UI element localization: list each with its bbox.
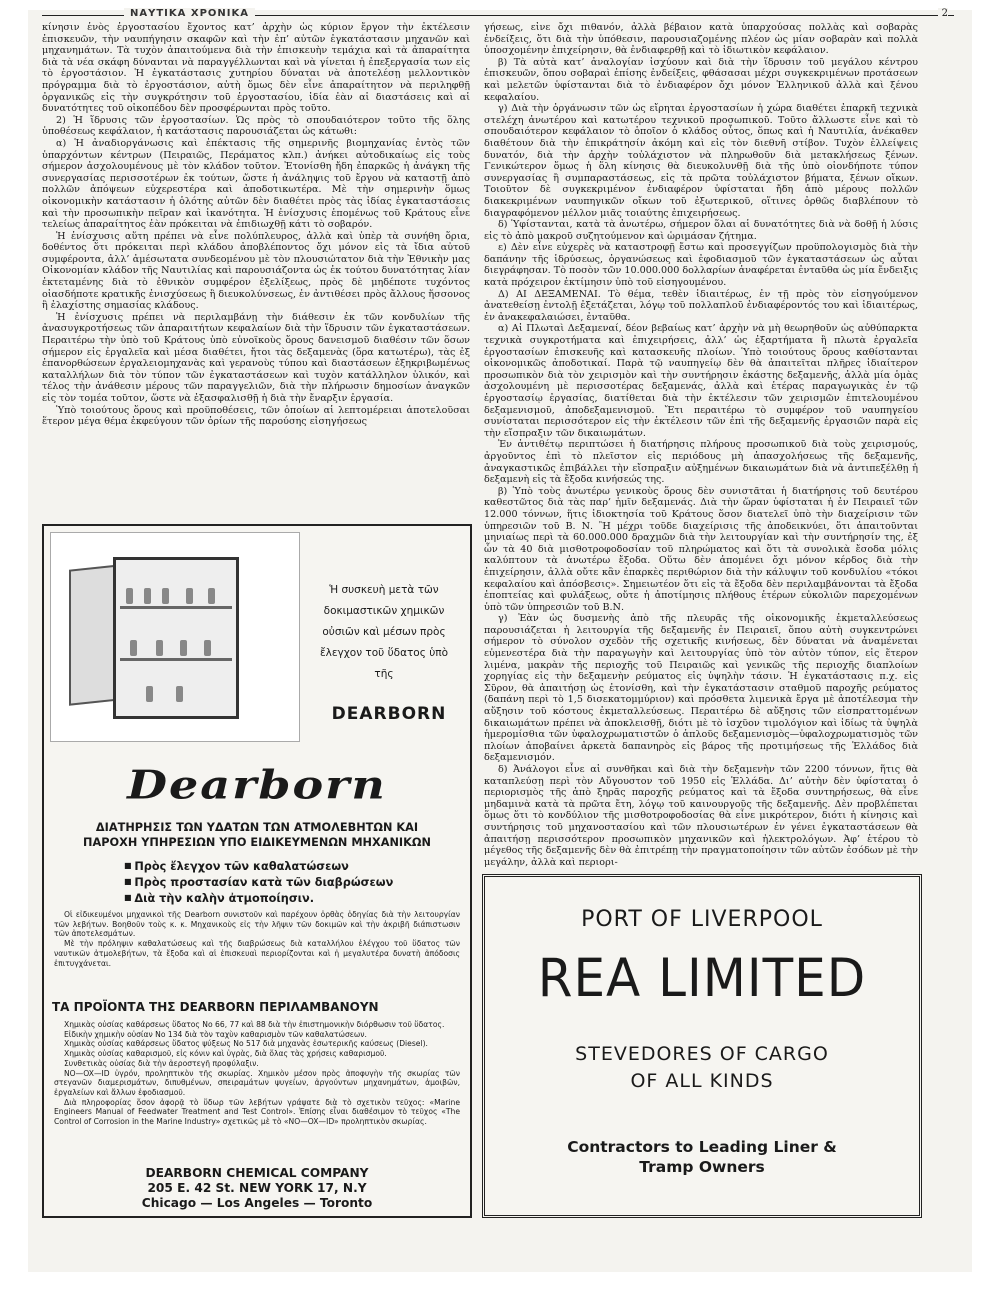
ad-paragraph: Μὲ τὴν πρόληψιν καθαλατώσεως καὶ τῆς διαβρώσεως διὰ καταλλήλου ἐλέγχου τοῦ ὕδατος τῶν ναυτικῶν ἀτμολεβήτων, τὰ ἔξοδα καὶ αἱ ἐπισκευαὶ περιορίζονται καὶ ἡ μεγαλυτέρα δυνατὴ ἀπόδοσις ἐπιτυγχάνεται. bbox=[54, 939, 460, 968]
contractors-line: Tramp Owners bbox=[639, 1158, 765, 1176]
dearborn-advertisement bbox=[42, 524, 472, 1218]
products-heading: ΤΑ ΠΡΟΪΟΝΤΑ ΤΗΣ DEARBORN ΠΕΡΙΛΑΜΒΑΝΟΥΝ bbox=[52, 1000, 379, 1014]
bullet-item: ■ Διὰ τὴν καλὴν ἀτμοποίησιν. bbox=[124, 890, 393, 906]
paragraph: Ἐν ἀντιθέτῳ περιπτώσει ἡ διατήρησις πλήρους προσωπικοῦ διὰ τοὺς χειρισμούς, ἀργοῦντος ἐπὶ τὸ πλεῖστον εἰς περιόδους μὴ ἀπασχολήσεως τῆς δεξαμενῆς, ἀναγκαστικῶς ἐπιβάλλει τὴν εἴσπραξιν αὐξημένων δικαιωμάτων διὰ νὰ ἀντιπεξέλθῃ ἡ δεξαμενὴ εἰς τὰ ἔξοδα κινήσεώς της. bbox=[484, 439, 918, 486]
company-cities: Chicago — Los Angeles — Toronto bbox=[141, 1196, 373, 1210]
contractors-lines bbox=[485, 1137, 919, 1177]
magazine-title: ΝΑΥΤΙΚΑ ΧΡΟΝΙΚΑ bbox=[124, 8, 255, 19]
rea-limited-advertisement bbox=[482, 874, 922, 1218]
bottle bbox=[144, 588, 151, 604]
page-number: 2 bbox=[938, 8, 948, 19]
paragraph: γήσεως, εἶνε ὄχι πιθανόν, ἀλλὰ βέβαιον κατὰ ὑπαρχούσας πολλὰς καὶ σοβαρὰς ἐνδείξεις, ὅτι διὰ τὴν ὑπόθεσιν, παρουσιαζομένης πλέον ὡς μίαν σοβαρὰν καὶ πολλὰ ὑποσχομένην ἐπιχείρησιν, θὰ ἐνδιαφερθῇ καὶ τὸ ἰδιωτικὸν κεφάλαιον. bbox=[484, 22, 918, 57]
company-address: 205 E. 42 St. NEW YORK 17, N.Y bbox=[147, 1181, 367, 1195]
bottle bbox=[130, 640, 137, 656]
paragraph: δ) Ἀνάλογοι εἶνε αἱ συνθῆκαι καὶ διὰ τὴν δεξαμενὴν τῶν 2200 τόννων, ἥτις θὰ καταπλεύσῃ περὶ τὸν Αὔγουστον τοῦ 1950 εἰς Ἑλλάδα. Δι’ αὐτὴν δὲν ὑφίσταται ὁ περιορισμὸς τῆς ἀπὸ ξηρᾶς παροχῆς ρεύματος καὶ τὰ ἔξοδα συντηρήσεως, θὰ εἶνε μηδαμινὰ κατὰ τὰ πρῶτα ἔτη, λόγῳ τοῦ καινουργοῦς τῆς δεξαμενῆς. Δὲν προβλέπεται ὅμως ὅτι τὸ κονδύλιον τῆς μισθοτροφοδοσίας θὰ εἶνε μικρότερον, διότι ἡ κίνησις καὶ συντήρησις τοῦ μηχανοστασίου καὶ τῶν πλουσιωτέρων ἐν γένει ἐγκαταστάσεων θὰ ἀπαιτήσῃ περισσότερον προσωπικὸν μηχανικῶν καὶ ἠλεκτρολόγων. Ἀφ’ ἑτέρου τὸ μέγεθος τῆς δεξαμενῆς δὲν θὰ ἐπιτρέπῃ τὴν πραγματοποίησιν τῶν αὐτῶν ἐσόδων μὲ τὴν μεγάλην, ἀλλὰ καὶ περιορι- bbox=[484, 764, 918, 867]
paragraph: 2) Ἡ ἵδρυσις τῶν ἐργοστασίων. Ὡς πρὸς τὸ σπουδαιότερον τοῦτο τῆς ὅλης ὑποθέσεως κεφάλαιον, ἡ κατάστασις παρουσιάζεται ὡς κάτωθι: bbox=[42, 114, 470, 138]
company-block bbox=[44, 1166, 470, 1211]
ad-description bbox=[54, 910, 460, 968]
ad-paragraph: Οἱ εἰδικευμένοι μηχανικοὶ τῆς Dearborn συνιστοῦν καὶ παρέχουν ὀρθὰς ὁδηγίας διὰ τὴν λειτουργίαν τῶν λεβήτων. Βοηθοῦν τοὺς κ. κ. Μηχανικοὺς εἰς τὴν λῆψιν τῶν δοκιμῶν καὶ τὴν ἀκριβῆ διάπιστωσιν τῶν ἀποτελεσμάτων. bbox=[54, 910, 460, 939]
dearborn-logo: Dearborn bbox=[127, 762, 387, 808]
product-item: NO—OX—ID ὑγρόν, προληπτικὸν τῆς σκωρίας. Χημικὸν μέσον πρὸς ἀποφυγὴν τῆς σκωρίας τῶν στεγανῶν διαμερισμάτων, διπυθμένων, σπειραμάτων ψυγείων, ἀργούντων μηχανημάτων, ἀμοιβῶν, ἐργαλείων καὶ ἄλλων ἐφοδιασμοῦ. bbox=[54, 1068, 460, 1097]
section-heading-paragraph: Δ) ΑΙ ΔΕΞΑΜΕΝΑΙ. Τὸ θέμα, τεθὲν ἰδιαιτέρως, ἐν τῇ πρὸς τὸν εἰσηγούμενον ἀνατεθείσῃ ἐντολῇ ἐξετάζεται, λόγῳ τοῦ πολλαπλοῦ ἐνδιαφέροντός του καὶ ἰδιαιτέρως, ἐν ἀνακεφαλαιώσει, ἐνταῦθα. bbox=[484, 288, 918, 323]
shelf bbox=[120, 606, 232, 609]
brand-small: DEARBORN bbox=[331, 704, 447, 724]
left-article-column bbox=[42, 22, 470, 518]
contractors-line: Contractors to Leading Liner & bbox=[567, 1138, 837, 1156]
paragraph: Ὑπὸ τοιούτους ὅρους καὶ προϋποθέσεις, τῶν ὁποίων αἱ λεπτομέρειαι ἀποτελοῦσαι ἕτερον μέγα θέμα ἐκφεύγουν τῶν ὁρίων τῆς παρούσης εἰσηγήσεως bbox=[42, 404, 470, 428]
product-item: Εἰδικὴν χημικὴν οὐσίαν No 134 διὰ τὸν ταχὺν καθαρισμὸν τῶν καθαλατώσεων. bbox=[64, 1029, 367, 1039]
bottle bbox=[180, 640, 187, 656]
paragraph: ε) Δὲν εἶνε εὐχερὲς νὰ καταστροφῇ ἔστω καὶ προσεγγίζων προϋπολογισμὸς διὰ τὴν δαπάνην τῆς ἱδρύσεως, ὀργανώσεως καὶ ἐφοδιασμοῦ τῶν ἐγκαταστάσεων ὡς αὗται διεγράφησαν. Τὸ ποσὸν τῶν 10.000.000 δολλαρίων ἀναφέρεται ἐνταῦθα ὡς μία ἔνδειξις κατὰ πρόχειρον ἐκτίμησιν ὑπὸ τοῦ εἰσηγουμένου. bbox=[484, 242, 918, 289]
services-lines bbox=[485, 1041, 919, 1095]
bottle bbox=[186, 588, 193, 604]
ad-headline bbox=[52, 820, 462, 850]
company-name: DEARBORN CHEMICAL COMPANY bbox=[145, 1166, 369, 1180]
paragraph: β) Ὑπὸ τοὺς ἀνωτέρω γενικοὺς ὅρους δὲν συνιστᾶται ἡ διατήρησις τοῦ δευτέρου καθεστῶτος διὰ τὰς παρ’ ἡμῖν δεξαμενάς. Διὰ τὴν ὥραν ὑφίσταται ἡ ἐν Πειραιεῖ τῶν 12.000 τόννων, ἥτις ἰδιοκτησία τοῦ Κράτους ὅσον διατελεῖ ὑπὸ τὴν διαχείρισιν τῶν ὑπηρεσιῶν τοῦ Β. Ν. Ἢ μέχρι τοῦδε διαχείρισις τῆς ἀποδεικνύει, ὅτι ἀπαιτοῦνται μηνιαίως περὶ τὰ 60.000.000 δραχμῶν διὰ τὴν λειτουργίαν καὶ τὴν συντήρησίν της, ἐξ ὧν τὰ 40 διὰ μισθοτροφοδοσίαν τοῦ πληρώματος καὶ ὅτι τὰ συνολικὰ ἔσοδα μόλις καλύπτουν τὰ ἀνωτέρω ἔξοδα. Οὕτω δὲν ἀπομένει ὄχι μόνον κέρδος διὰ τὴν ἐπιχείρησιν, ἀλλὰ οὔτε κἂν ἐπαρκὲς περιθώριον διὰ τὴν κάλυψιν τοῦ κονδυλίου «τόκοι κεφαλαίου καὶ ἀπόσβεσις». Σημειωτέον ὅτι εἰς τὰ ἔξοδα δὲν περιλαμβάνονται τὰ ἔξοδα ἐποπτείας καὶ φυλάξεως, οὔτε ἡ ἀποτίμησις πλήθους ἑτέρων εὐκολιῶν παρεχομένων ὑπὸ τῶν ὑπηρεσιῶν τοῦ Β.Ν. bbox=[484, 485, 918, 613]
headline-line: ΠΑΡΟΧΗ ΥΠΗΡΕΣΙΩΝ ΥΠΟ ΕΙΔΙΚΕΥΜΕΝΩΝ ΜΗΧΑΝΙΚΩΝ bbox=[83, 836, 431, 849]
bottle bbox=[126, 588, 133, 604]
shelf bbox=[120, 658, 232, 661]
bullet-list bbox=[124, 858, 393, 906]
paragraph: δ) Ὑφίστανται, κατὰ τὰ ἀνωτέρω, σήμερον ὅλαι αἱ δυνατότητες διὰ νὰ δοθῇ ἡ λύσις εἰς τὸ ἀπὸ μακροῦ συζητούμενον καὶ ὡριμάσαν ζήτημα. bbox=[484, 219, 918, 242]
right-article-column bbox=[484, 22, 918, 867]
services-line: OF ALL KINDS bbox=[630, 1070, 774, 1092]
paragraph: α) Αἱ Πλωταὶ Δεξαμεναί, δέον βεβαίως κατ’ ἀρχὴν νὰ μὴ θεωρηθοῦν ὡς αὐθύπαρκτα τεχνικὰ συγκροτήματα καὶ ἐπιχειρήσεις, ἀλλ’ ὡς ἐξαρτήματα ἢ πλωτὰ ἐργαλεῖα ἐργοστασίων ἐπισκευῆς καὶ κατασκευῆς πλοίων. Ὑπὸ τοιούτους ὅρους καθίστανται οἰκονομικῶς ἀποδοτικαί. Παρὰ τῷ ναυπηγείῳ δὲν θὰ ἀπαιτεῖται πλῆρες ἰδιαίτερον προσωπικὸν διὰ τὸν χειρισμὸν καὶ τὴν συντήρησιν ἑκάστης δεξαμενῆς, ἀλλὰ μία ὁμὰς ἀσχολουμένη μὲ περισσοτέρας δεξαμενάς, ἀλλὰ καὶ ἑτέρας παραγωγικὰς ἐν τῷ ἐργοστασίῳ ἐργασίας, διατίθεται διὰ τὴν ἐκτέλεσιν τῶν χειρισμῶν ἐπιτελουμένου δεξαμενισμοῦ, ἀποδεξαμενισμοῦ. Ἔτι περαιτέρω τὸ συμφέρον τοῦ ναυπηγείου συνίσταται περισσότερον εἰς τὴν ἐκτέλεσιν τῶν ἐπὶ τῆς δεξαμενῆς ἐργασιῶν παρὰ εἰς τὴν εἴσπραξιν τῶν δικαιωμάτων. bbox=[484, 323, 918, 439]
port-line: PORT OF LIVERPOOL bbox=[581, 907, 823, 932]
paragraph: Ἡ ἐνίσχυσις αὕτη πρέπει νὰ εἶνε πολύπλευρος, ἀλλὰ καὶ ὑπὲρ τὰ συνήθη ὅρια, δοθέντος ὅτι πρόκειται περὶ κλάδου ἀποβλέποντος ὄχι μόνον εἰς τὰ ἴδια αὐτοῦ συμφέροντα, ἀλλ’ ἀμέσωτατα συνδεομένου μὲ τὸν πλουσιώτατον διὰ τὴν Ἐθνικὴν μας Οἰκονομίαν κλάδον τῆς Ναυτιλίας καὶ παρουσιάζοντα ὡς ἐκ τούτου δυνατότητας λίαν ἐκτεταμένης διὰ τὸ ἐθνικὸν συμφέρον ἐξελίξεως, πρὸς δὲ μηδέποτε τυχόντος οἱασδήποτε κρατικῆς ἐνισχύσεως ἢ διευκολύνσεως, ἐν ἀντιθέσει πρὸς ἄλλους ἥσσονος ἢ ἐλαχίστης σημασίας κλάδους. bbox=[42, 230, 470, 312]
services-line: STEVEDORES OF CARGO bbox=[575, 1043, 829, 1065]
paragraph: κίνησιν ἑνὸς ἐργοστασίου ἔχοντος κατ’ ἀρχὴν ὡς κύριον ἔργον τὴν ἐκτέλεσιν ἐπισκευῶν, τὴν ναυπήγησιν σκαφῶν καὶ τὴν ἐπ’ αὐτῶν ἐγκατάστασιν μηχανῶν καὶ μηχανημάτων. Τὰ τυχὸν ἀπαιτούμενα διὰ τὴν ἐπισκευὴν τεμάχια καὶ τὰ ἀπαραίτητα διὰ τὰ νέα σκάφη δύνανται νὰ παραγγέλλωνται καὶ νὰ γίνεται ἡ ἐπεξεργασία των εἰς τὸ ἐργοστάσιον. Ἡ ἐγκατάστασις χυτηρίου δύναται νὰ ἀποτελέσῃ μελλοντικὸν πρόγραμμα διὰ τὸ ἐργοστάσιον, αὐτὴ ὅμως δὲν εἶνε ἀπαραίτητον νὰ περιληφθῇ ὀργανικῶς εἰς τὴν συγκρότησιν τοῦ ἐργοστασίου, ἰδία ἐὰν αἱ διαστάσεις καὶ αἱ δυνατότητες τοῦ οἰκοπέδου δὲν προσφέρωνται πρὸς τοῦτο. bbox=[42, 22, 470, 115]
product-item: Χημικὰς οὐσίας καθαρισμοῦ, εἰς κόνιν καὶ ὑγρὰς, διὰ ὅλας τὰς χρήσεις καθαρισμοῦ. bbox=[64, 1049, 387, 1059]
product-item: Διὰ πληροφορίας ὅσον ἀφορᾷ τὸ ὕδωρ τῶν λεβήτων γράψατε διὰ τὸ σχετικὸν τεῦχος: «Marine Engineers Manual of Feedwater Treatment and Test Control». Ἐπίσης εἶναι διαθέσιμον τὸ τεῦχος «The Control of Corrosion in the Marine Industry» σχετικῶς μὲ τὸ «NO—OX—ID» προληπτικὸν σκωρίας. bbox=[54, 1097, 460, 1127]
bottle bbox=[156, 640, 163, 656]
product-item: Συνθετικὰς οὐσίας διὰ τὴν ἀεροστεγῆ προφύλαξιν. bbox=[64, 1058, 259, 1068]
bottle bbox=[208, 588, 215, 604]
photo-caption: Ἡ συσκευὴ μετὰ τῶν δοκιμαστικῶν χημικῶν οὐσιῶν καὶ μέσων πρὸς ἔλεγχον τοῦ ὕδατος ὑπὸ τῆς bbox=[319, 584, 449, 680]
product-item: Χημικὰς οὐσίας καθάρσεως ὕδατος ψύξεως No 517 διὰ μηχανὰς ἐσωτερικῆς καύσεως (Diesel). bbox=[64, 1039, 428, 1049]
company-name: REA LIMITED bbox=[537, 947, 867, 1009]
products-list bbox=[54, 1020, 460, 1127]
product-item: Χημικὰς οὐσίας καθάρσεως ὕδατος No 66, 77 καὶ 88 διὰ τὴν ἐπιστημονικὴν διόρθωσιν τοῦ ὕδατος. bbox=[64, 1020, 445, 1029]
bottle bbox=[146, 686, 153, 702]
paragraph: γ) Ἐὰν ὡς δυσμενὴς ἀπὸ τῆς πλευρᾶς τῆς οἰκονομικῆς ἐκμεταλλεύσεως παρουσιάζεται ἡ λειτουργία τῆς δεξαμενῆς ἐν Πειραιεῖ, ὅπου αὐτὴ συγκεντρώνει σήμερον τὸ σύνολον σχεδὸν τῆς σχετικῆς κινήσεως, δὲν δύναται νὰ ἀναμένεται εὐμενεστέρα διὰ τὴν παραγωγὴν καὶ λειτουργίας ὑπὸ τὸν αὐτὸν τύπον, εἰς ἕτερον λιμένα, μακρὰν τῆς περιοχῆς τοῦ Πειραιῶς καὶ γενικῶς τῆς περιοχῆς διαπλοίων χορηγίας εἰς τὴν δεξαμενὴν ρεύματος εἰς ὑψηλὴν τάσιν. Ἡ ἐγκατάστασις π.χ. εἰς Σῦρον, θὰ ἀπαιτήσῃ ὡς ἐτονίσθη, καὶ τὴν ἐγκατάστασιν σταθμοῦ παροχῆς ρεύματος (δαπάνη περὶ τὸ 1,5 δισεκατομμύριον) καὶ πρόσθετα λιμενικὰ ἔργα μὲ ἀποτέλεσμα τὴν αὔξησιν τοῦ κόστους ἐκμεταλλεύσεως. Περαιτέρω δὲ αὔξησις τῶν εἰσπραττομένων δικαιωμάτων πρέπει νὰ ἀποκλεισθῇ, διότι μὲ τὸ ἰσχῦον τιμολόγιον καὶ ἰδίως τὰ ὑψηλὰ ἡμερομίσθια τῶν ὑφαλοχρωματιστῶν ὁ ἁπλοῦς δεξαμενισμὸς—ὑφαλοχρωματισμὸς τῶν πλοίων ἀποβαίνει ἀρκετὰ δαπανηρὸς εἰς βάρος τῆς προτιμήσεως τῆς Ἑλλάδος διὰ δεξαμενισμόν. bbox=[484, 613, 918, 764]
test-cabinet-photo bbox=[50, 532, 300, 742]
bottle bbox=[162, 588, 169, 604]
paragraph: α) Ἡ ἀναδιοργάνωσις καὶ ἐπέκτασις τῆς σημερινῆς βιομηχανίας ἐντὸς τῶν ὑπαρχόντων κέντρων (Πειραιῶς, Περάματος κλπ.) ἀνήκει αὐτοδικαίως εἰς τοὺς σήμερον ἀσχολουμένους μὲ τὸν κλάδον τοῦτον. Ἐτονίσθη ἤδη ἐπαρκῶς ἡ ἀνάγκη τῆς συνεργασίας περισσοτέρων ἐκ τούτων, ὥστε ἡ ἀνάληψις τοῦ ἔργου νὰ καταστῇ ἀπὸ πολλῶν ἀπόψεων εὐχερεστέρα καὶ ἀποδοτικωτέρα. Μὲ τὴν σημερινὴν ὅμως οἰκονομικὴν κατάστασιν ἡ ὁλότης αὐτῶν δὲν διαθέτει πρὸς τὰς ἰδίας ἐγκαταστάσεις καὶ τὴν προσωπικὴν πεῖραν καὶ ἱκανότητα. Ἡ ἐνίσχυσις ἑπομένως τοῦ Κράτους εἶνε τελείως ἀπαραίτητος ἐὰν πρόκειται νὰ ἐπιδιωχθῇ κάτι τὸ σοβαρόν. bbox=[42, 137, 470, 231]
bottle bbox=[176, 686, 183, 702]
cabinet-body bbox=[113, 557, 239, 719]
paragraph: β) Τὰ αὐτὰ κατ’ ἀναλογίαν ἰσχύουν καὶ διὰ τὴν ἵδρυσιν τοῦ μεγάλου κέντρου ἐπισκευῶν, ὅπου σοβαραὶ ἐπίσης ἐνδείξεις, φθάσασαι μέχρι συγκεκριμένων προτάσεων καὶ μελετῶν ὑφίστανται διὰ τὸ ἐνδιαφέρον ὄχι μόνον Ἑλληνικοῦ ἀλλὰ καὶ ξένου κεφαλαίου. bbox=[484, 56, 918, 103]
bullet-item: ■ Πρὸς προστασίαν κατὰ τῶν διαβρώσεων bbox=[124, 874, 393, 890]
bottle bbox=[204, 640, 211, 656]
paragraph: Ἡ ἐνίσχυσις πρέπει νὰ περιλαμβάνῃ τὴν διάθεσιν ἐκ τῶν κονδυλίων τῆς ἀνασυγκροτήσεως τῶν ἀπαραιτήτων κεφαλαίων διὰ τὴν ἵδρυσιν τῶν ἐγκαταστάσεων. Περαιτέρω τὴν ὑπὸ τοῦ Κράτους ὑπὸ εὐνοϊκοὺς ὅρους δανεισμοῦ διαθέσιν τῶν ὅσων σήμερον εἰς ἐργαλεῖα καὶ μέσα διαθέτει, ἤτοι τὰς δεξαμενὰς (ὅρα κατωτέρω), τὰς ἐξ ἐπανορθώσεων ἐργαλειομηχανὰς καὶ γερανοὺς τύπου καὶ διαστάσεων ἐξηκριβωμένως καταλλήλων διὰ τὸν τύπον τῶν ἐγκαταστάσεων καὶ τυχὸν κατάλληλον ὑλικόν, καὶ τέλος τὴν ἀνάθεσιν μέρους τῶν παραγγελιῶν, διὰ τὴν πλήρωσιν δημοσίων ἀναγκῶν εἰς τὸν τομέα τοῦτον, ὥστε νὰ ἐξασφαλισθῇ ἡ διὰ τὴν ἔναρξιν ἐργασία. bbox=[42, 311, 470, 404]
page-header bbox=[42, 8, 954, 20]
paragraph: γ) Διὰ τὴν ὀργάνωσιν τῶν ὡς εἴρηται ἐργοστασίων ἡ χώρα διαθέτει ἐπαρκῆ τεχνικὰ στελέχη ἀνωτέρου καὶ κατωτέρου τεχνικοῦ προσωπικοῦ. Τοῦτο ἄλλωστε εἶνε καὶ τὸ σπουδαιότερον κεφάλαιον τὸ ὁποῖον ὁ κλάδος οὗτος, ὅπως καὶ ἡ Ναυτιλία, ἀνέκαθεν διαθέτουν διὰ τὴν ἐπικράτησίν ἀκόμη καὶ εἰς τὸν διεθνῆ στίβον. Τυχὸν ἐλλείψεις δυνατόν, διὰ τὴν ἀρχὴν τοὐλάχιστον νὰ πληρωθοῦν διὰ μετακλήσεως ξένων. Γενικώτερον ὅμως ἡ ὅλη κίνησις θὰ διευκολυνθῇ διὰ τῆς ὑπὸ οἱονδήποτε τύπον συνεργασίας ἢ συμπαραστάσεως, εἰς τὰ πρῶτα τοὐλάχιστον βήματα, ξένων οἴκων. Τοιοῦτον δὲ συγκεκριμένον ἐνδιαφέρον ὑφίσταται ἤδη ἀπὸ μέρους πολλῶν διακεκριμένων ναυπηγικῶν οἴκων τοῦ ἐξωτερικοῦ, οἵτινες ὀρθῶς διαβλέπουν τὸ διαγραφόμενον μέλλον μιᾶς τοιαύτης ἐπιχειρήσεως. bbox=[484, 103, 918, 219]
bullet-item: ■ Πρὸς ἔλεγχον τῶν καθαλατώσεων bbox=[124, 858, 393, 874]
headline-line: ΔΙΑΤΗΡΗΣΙΣ ΤΩΝ ΥΔΑΤΩΝ ΤΩΝ ΑΤΜΟΛΕΒΗΤΩΝ ΚΑΙ bbox=[95, 821, 419, 834]
